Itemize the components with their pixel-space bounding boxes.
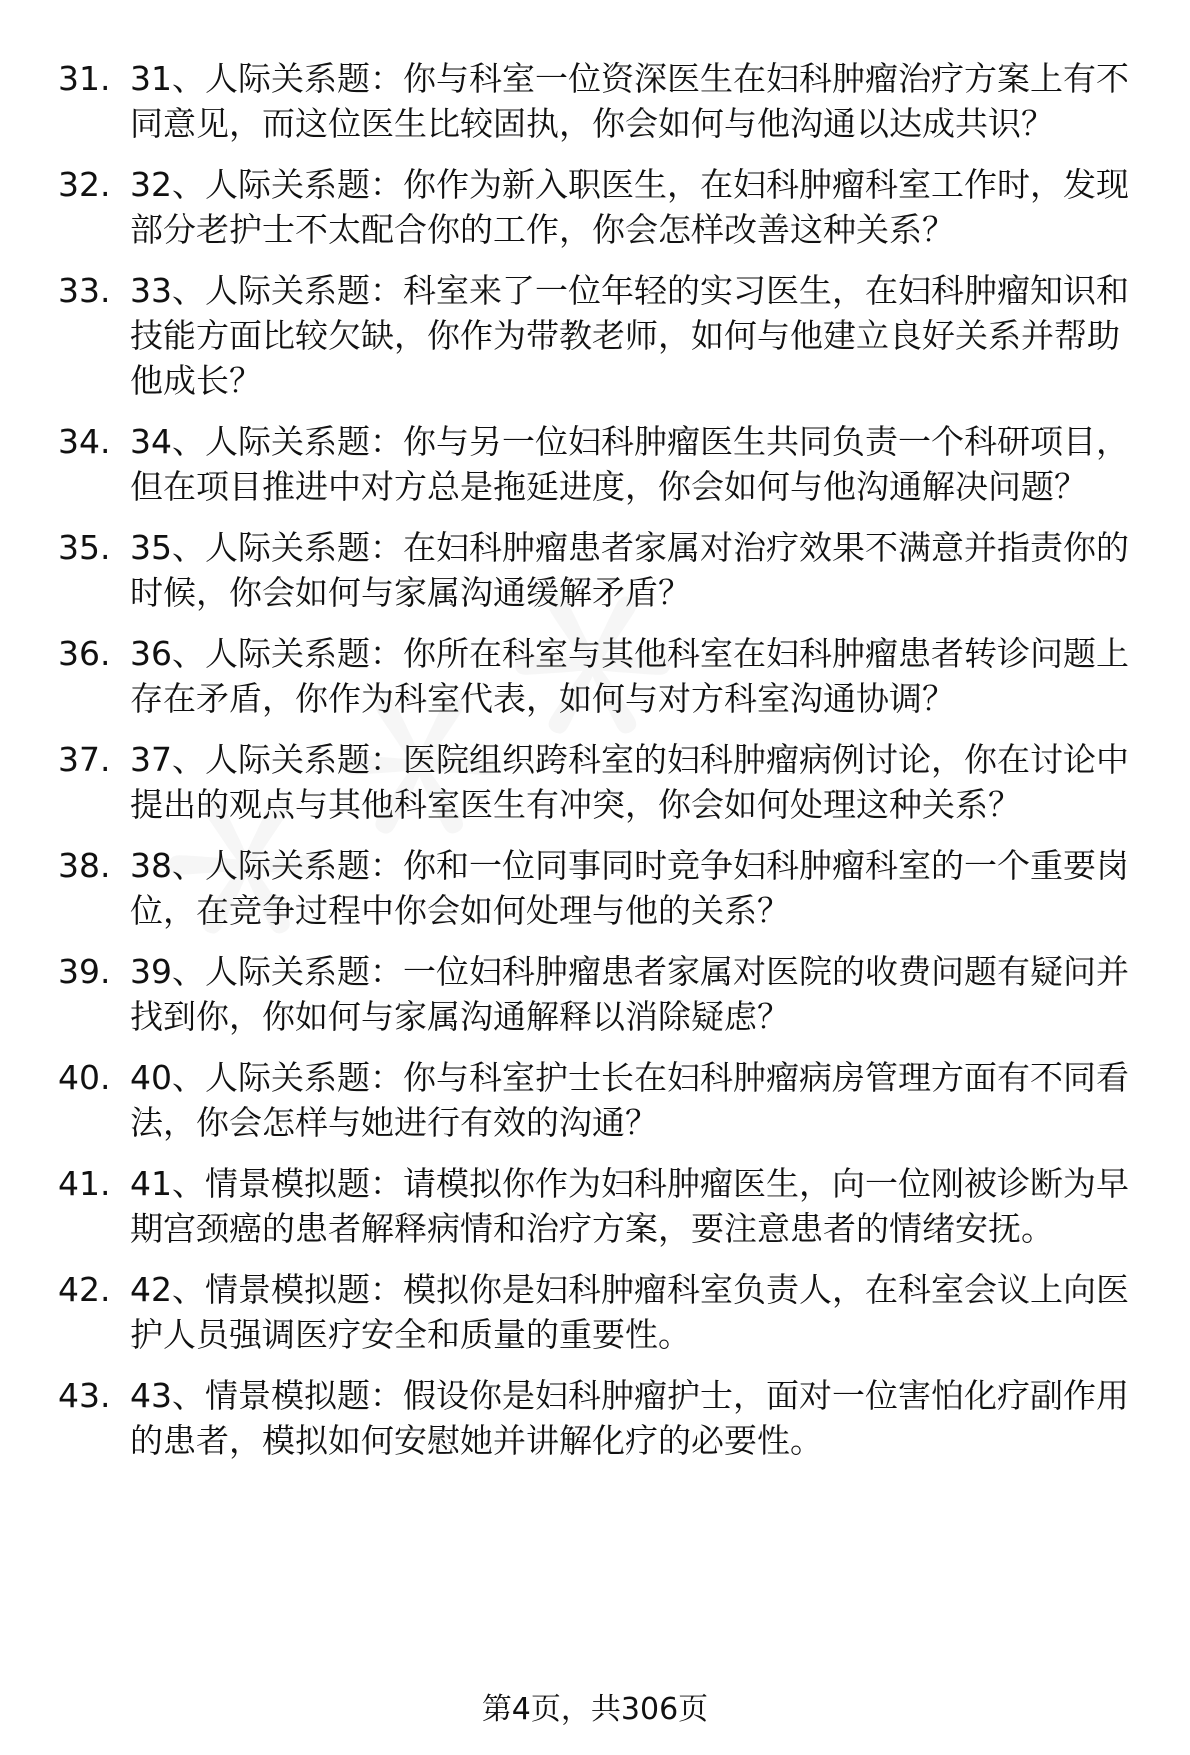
question-number: 33. (58, 271, 111, 310)
question-text: 42、情景模拟题：模拟你是妇科肿瘤科室负责人，在科室会议上向医护人员强调医疗安全和质量的重要性。 (130, 1270, 1129, 1354)
question-text: 38、人际关系题：你和一位同事同时竞争妇科肿瘤科室的一个重要岗位，在竞争过程中你会如何处理与他的关系？ (130, 846, 1129, 930)
question-number: 31. (58, 59, 111, 98)
question-text: 31、人际关系题：你与科室一位资深医生在妇科肿瘤治疗方案上有不同意见，而这位医生比较固执，你会如何与他沟通以达成共识？ (130, 59, 1129, 143)
question-text: 41、情景模拟题：请模拟你作为妇科肿瘤医生，向一位刚被诊断为早期宫颈癌的患者解释病情和治疗方案，要注意患者的情绪安抚。 (130, 1164, 1129, 1248)
question-number: 43. (58, 1376, 111, 1415)
question-item (58, 162, 1148, 252)
question-item (58, 1267, 1148, 1357)
question-item (58, 419, 1148, 509)
page-footer: 第4页，共306页 (481, 1692, 709, 1727)
question-number: 39. (58, 952, 111, 991)
question-text: 40、人际关系题：你与科室护士长在妇科肿瘤病房管理方面有不同看法，你会怎样与她进行有效的沟通？ (130, 1058, 1129, 1142)
question-text: 32、人际关系题：你作为新入职医生，在妇科肿瘤科室工作时，发现部分老护士不太配合你的工作，你会怎样改善这种关系？ (130, 165, 1129, 249)
question-text: 37、人际关系题：医院组织跨科室的妇科肿瘤病例讨论，你在讨论中提出的观点与其他科室医生有冲突，你会如何处理这种关系？ (130, 740, 1129, 824)
question-number: 32. (58, 165, 111, 204)
question-number: 38. (58, 846, 111, 885)
question-item (58, 737, 1148, 827)
question-item (58, 1161, 1148, 1251)
question-item (58, 268, 1148, 403)
question-number: 35. (58, 528, 111, 567)
question-text: 36、人际关系题：你所在科室与其他科室在妇科肿瘤患者转诊问题上存在矛盾，你作为科室代表，如何与对方科室沟通协调？ (130, 634, 1129, 718)
question-number: 34. (58, 422, 111, 461)
question-number: 37. (58, 740, 111, 779)
question-number: 40. (58, 1058, 111, 1097)
question-item (58, 525, 1148, 615)
question-number: 42. (58, 1270, 111, 1309)
question-text: 35、人际关系题：在妇科肿瘤患者家属对治疗效果不满意并指责你的时候，你会如何与家属沟通缓解矛盾？ (130, 528, 1129, 612)
question-text: 39、人际关系题：一位妇科肿瘤患者家属对医院的收费问题有疑问并找到你，你如何与家属沟通解释以消除疑虑？ (130, 952, 1129, 1036)
question-item (58, 949, 1148, 1039)
question-text: 43、情景模拟题：假设你是妇科肿瘤护士，面对一位害怕化疗副作用的患者，模拟如何安慰她并讲解化疗的必要性。 (130, 1376, 1129, 1460)
question-text: 33、人际关系题：科室来了一位年轻的实习医生，在妇科肿瘤知识和技能方面比较欠缺，你作为带教老师，如何与他建立良好关系并帮助他成长？ (130, 271, 1129, 400)
question-item (58, 1055, 1148, 1145)
question-item (58, 843, 1148, 933)
question-number: 36. (58, 634, 111, 673)
question-item (58, 1373, 1148, 1463)
question-item (58, 631, 1148, 721)
question-number: 41. (58, 1164, 111, 1203)
question-item (58, 56, 1148, 146)
question-list (58, 56, 1148, 1479)
question-text: 34、人际关系题：你与另一位妇科肿瘤医生共同负责一个科研项目，但在项目推进中对方总是拖延进度，你会如何与他沟通解决问题？ (130, 422, 1129, 506)
